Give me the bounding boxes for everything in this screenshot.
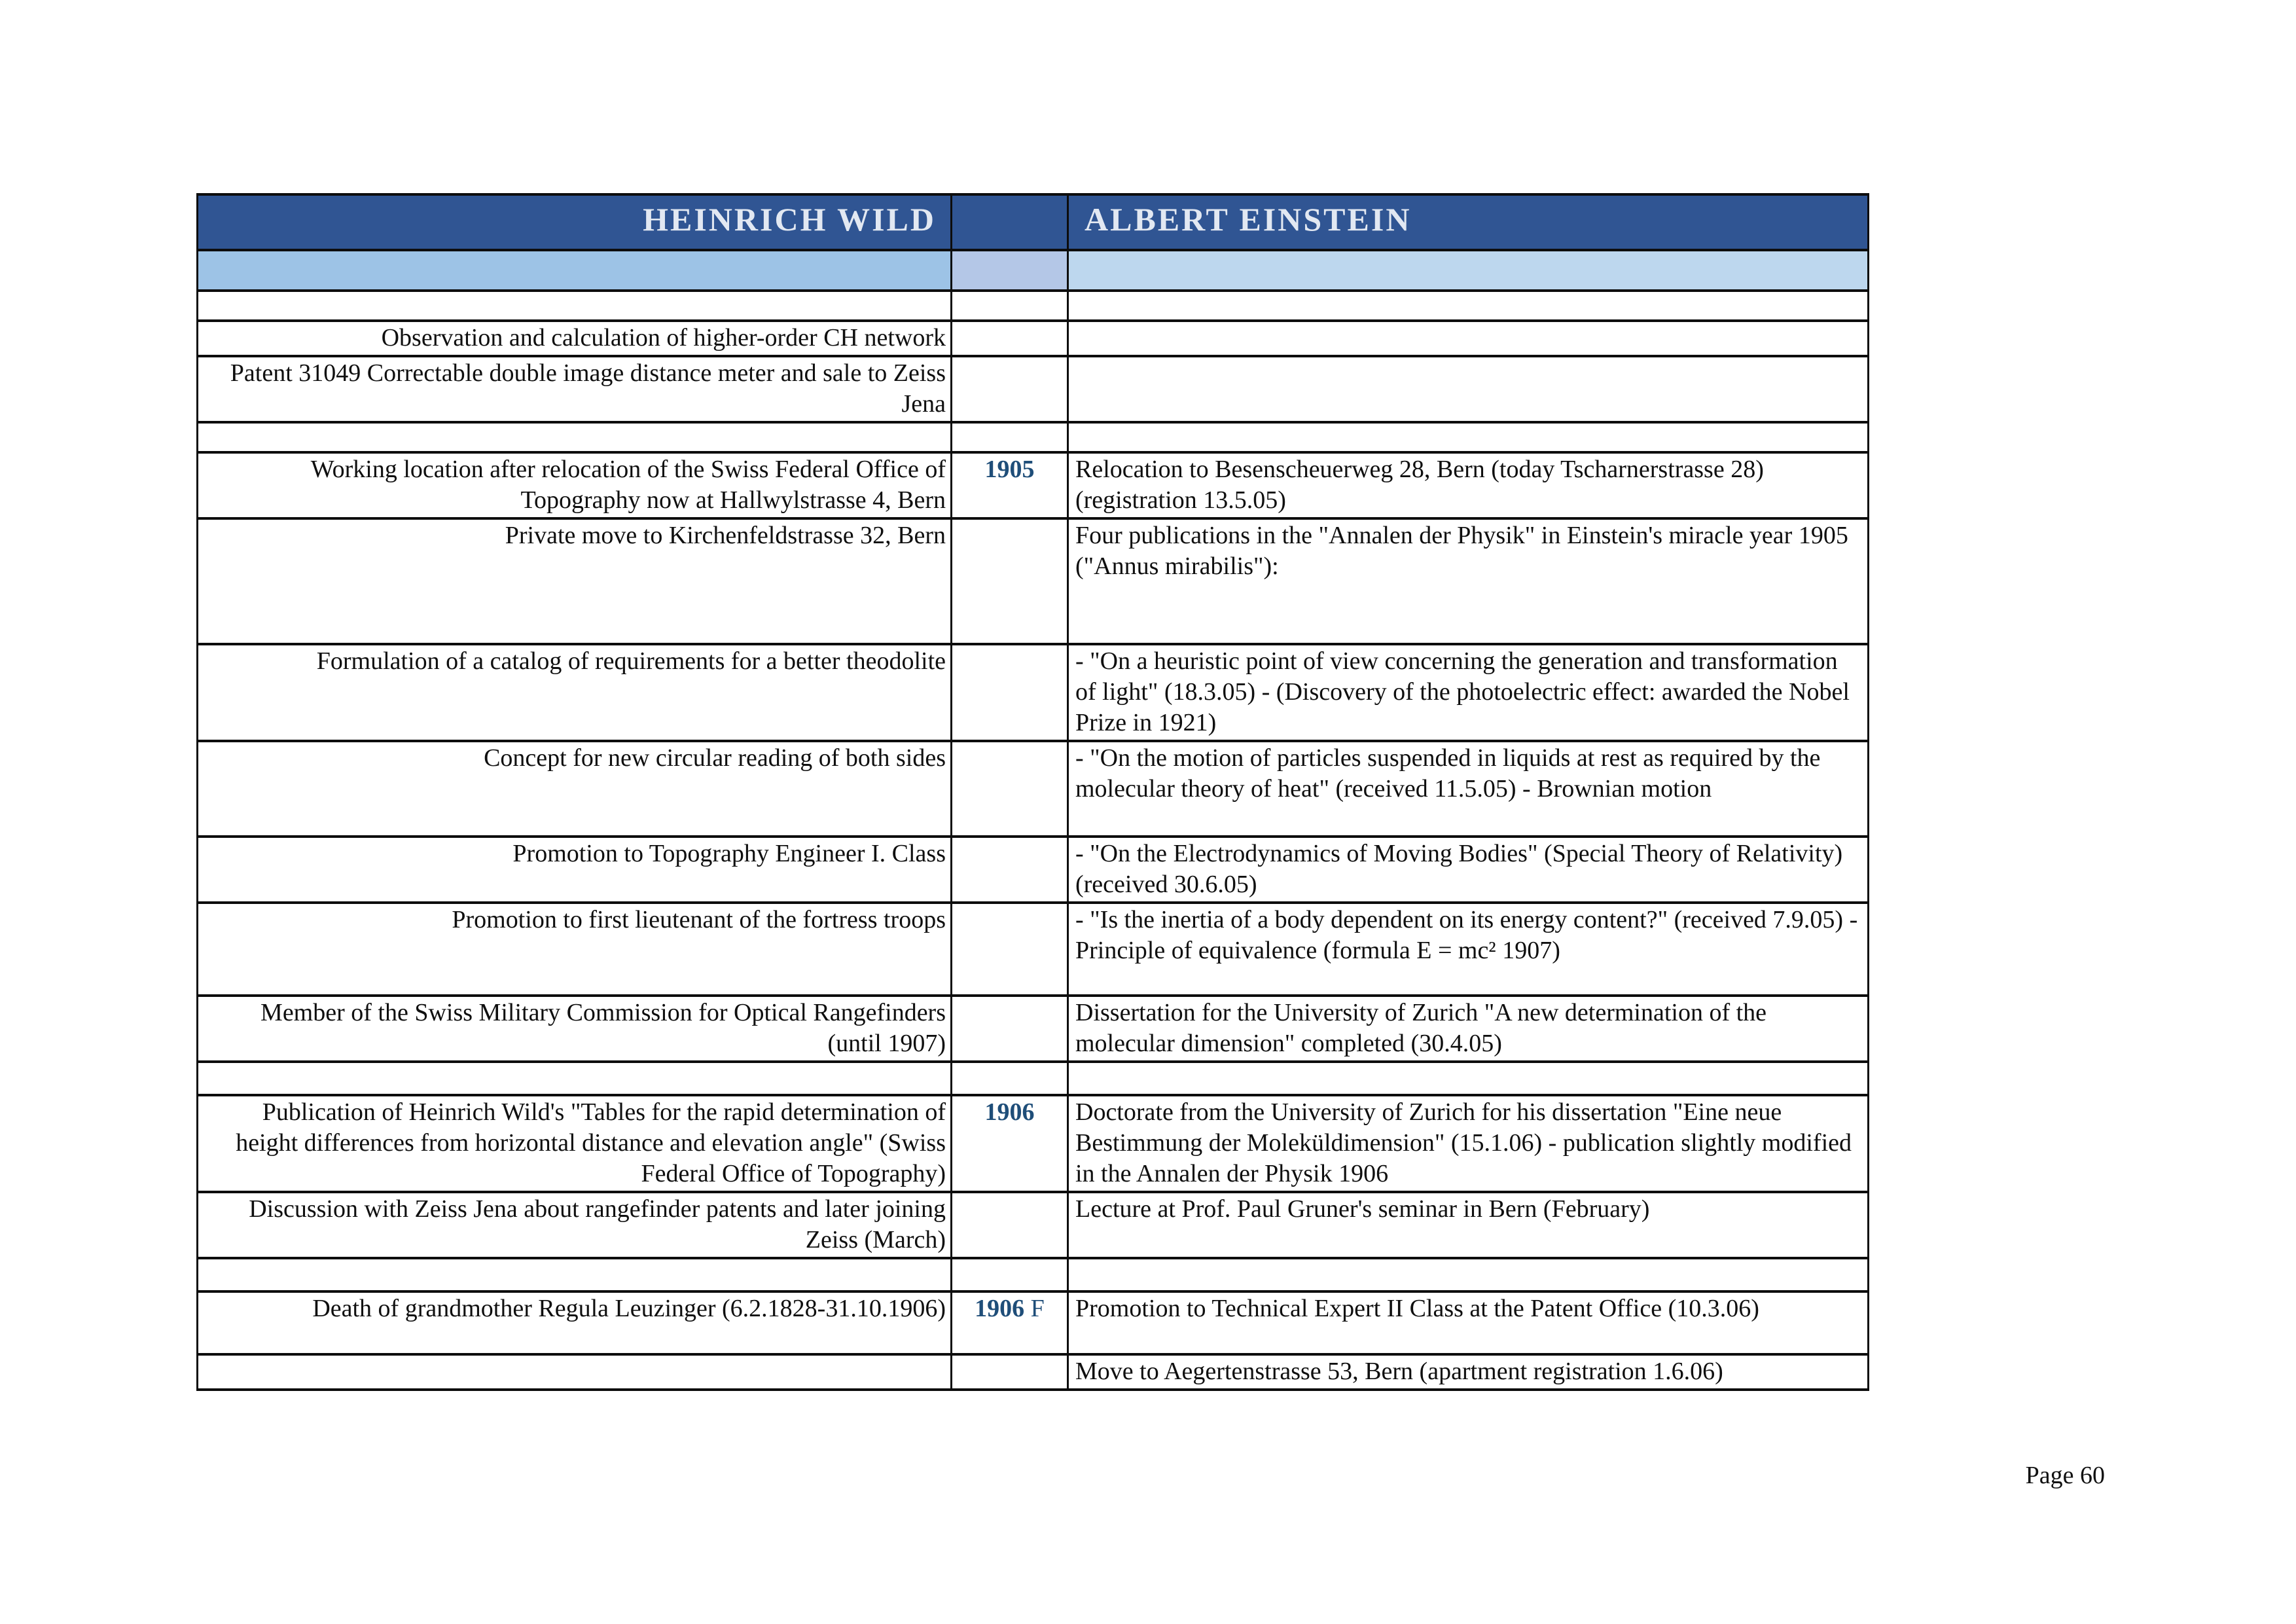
table-header-row <box>198 194 1869 250</box>
wild-event-cell <box>198 1258 952 1291</box>
einstein-event-cell: - "On a heuristic point of view concerning the generation and transformation of light" (18.3.05) - (Discovery of the photoelectric effect: awarded the Nobel Prize in 1921) <box>1068 644 1869 741</box>
einstein-event-cell <box>1068 1062 1869 1095</box>
einstein-event-cell: - "On the motion of particles suspended in liquids at rest as required by the molecular theory of heat" (received 11.5.05) - Brownian motion <box>1068 741 1869 837</box>
year-cell <box>952 1192 1068 1258</box>
table-row <box>198 321 1869 356</box>
year-cell <box>952 1291 1068 1354</box>
year-cell <box>952 1258 1068 1291</box>
year-label: 1906 <box>984 1098 1035 1126</box>
einstein-event-cell: Lecture at Prof. Paul Gruner's seminar in Bern (February) <box>1068 1192 1869 1258</box>
einstein-event-cell: - "On the Electrodynamics of Moving Bodies" (Special Theory of Relativity) (received 30.6.05) <box>1068 837 1869 903</box>
einstein-event-cell <box>1068 1258 1869 1291</box>
year-cell <box>952 1095 1068 1192</box>
table-row <box>198 356 1869 422</box>
year-cell <box>952 518 1068 644</box>
table-row <box>198 837 1869 903</box>
year-cell <box>952 452 1068 518</box>
table-row <box>198 1192 1869 1258</box>
einstein-event-cell <box>1068 356 1869 422</box>
year-label: 1906 <box>975 1295 1025 1322</box>
wild-event-cell: Working location after relocation of the Swiss Federal Office of Topography now at Hallwylstrasse 4, Bern <box>198 452 952 518</box>
band-cell-wild <box>198 250 952 291</box>
wild-event-cell: Promotion to first lieutenant of the fortress troops <box>198 903 952 996</box>
wild-event-cell <box>198 1062 952 1095</box>
page-number: Page 60 <box>2025 1462 2105 1489</box>
wild-event-cell: Discussion with Zeiss Jena about rangefinder patents and later joining Zeiss (March) <box>198 1192 952 1258</box>
wild-event-cell <box>198 291 952 321</box>
einstein-event-cell: Four publications in the "Annalen der Physik" in Einstein's miracle year 1905 ("Annus mirabilis"): <box>1068 518 1869 644</box>
einstein-event-cell: Dissertation for the University of Zurich "A new determination of the molecular dimension" completed (30.4.05) <box>1068 996 1869 1062</box>
table-row <box>198 1258 1869 1291</box>
year-suffix-label: F <box>1024 1295 1045 1322</box>
table-row <box>198 291 1869 321</box>
einstein-event-cell: Doctorate from the University of Zurich for his dissertation "Eine neue Bestimmung der Moleküldimension" (15.1.06) - publication slightly modified in the Annalen der Physik 1906 <box>1068 1095 1869 1192</box>
einstein-event-cell <box>1068 291 1869 321</box>
year-cell <box>952 741 1068 837</box>
table-row <box>198 452 1869 518</box>
wild-event-cell: Patent 31049 Correctable double image distance meter and sale to Zeiss Jena <box>198 356 952 422</box>
table-row <box>198 644 1869 741</box>
band-cell-einstein <box>1068 250 1869 291</box>
einstein-event-cell: Relocation to Besenscheuerweg 28, Bern (today Tscharnerstrasse 28) (registration 13.5.05) <box>1068 452 1869 518</box>
year-cell <box>952 644 1068 741</box>
wild-event-cell: Concept for new circular reading of both sides <box>198 741 952 837</box>
year-cell <box>952 837 1068 903</box>
einstein-event-cell: - "Is the inertia of a body dependent on its energy content?" (received 7.9.05) - Principle of equivalence (formula E = mc² 1907) <box>1068 903 1869 996</box>
year-cell <box>952 321 1068 356</box>
table-row <box>198 422 1869 452</box>
table-row <box>198 518 1869 644</box>
year-cell <box>952 996 1068 1062</box>
band-cell-year <box>952 250 1068 291</box>
table-row <box>198 1354 1869 1390</box>
year-cell <box>952 903 1068 996</box>
table-row <box>198 1095 1869 1192</box>
table-row <box>198 996 1869 1062</box>
einstein-event-cell <box>1068 422 1869 452</box>
year-cell <box>952 1062 1068 1095</box>
wild-event-cell: Promotion to Topography Engineer I. Class <box>198 837 952 903</box>
table-band-row <box>198 250 1869 291</box>
table-row <box>198 741 1869 837</box>
einstein-event-cell: Promotion to Technical Expert II Class at the Patent Office (10.3.06) <box>1068 1291 1869 1354</box>
year-label: 1905 <box>984 456 1035 483</box>
einstein-event-cell <box>1068 321 1869 356</box>
column-header-albert-einstein: ALBERT EINSTEIN <box>1068 194 1869 250</box>
wild-event-cell: Death of grandmother Regula Leuzinger (6.2.1828-31.10.1906) <box>198 1291 952 1354</box>
wild-event-cell: Private move to Kirchenfeldstrasse 32, Bern <box>198 518 952 644</box>
year-cell <box>952 422 1068 452</box>
wild-event-cell: Member of the Swiss Military Commission for Optical Rangefinders (until 1907) <box>198 996 952 1062</box>
wild-event-cell: Formulation of a catalog of requirements for a better theodolite <box>198 644 952 741</box>
wild-event-cell <box>198 422 952 452</box>
year-cell <box>952 356 1068 422</box>
table-row <box>198 1291 1869 1354</box>
year-cell <box>952 1354 1068 1390</box>
wild-event-cell <box>198 1354 952 1390</box>
einstein-event-cell: Move to Aegertenstrasse 53, Bern (apartment registration 1.6.06) <box>1068 1354 1869 1390</box>
wild-event-cell: Publication of Heinrich Wild's "Tables for the rapid determination of height differences from horizontal distance and elevation angle" (Swiss Federal Office of Topography) <box>198 1095 952 1192</box>
year-cell <box>952 291 1068 321</box>
timeline-table <box>196 193 1869 1391</box>
wild-event-cell: Observation and calculation of higher-order CH network <box>198 321 952 356</box>
table-row <box>198 903 1869 996</box>
table-row <box>198 1062 1869 1095</box>
column-header-heinrich-wild: HEINRICH WILD <box>198 194 952 250</box>
column-header-year <box>952 194 1068 250</box>
